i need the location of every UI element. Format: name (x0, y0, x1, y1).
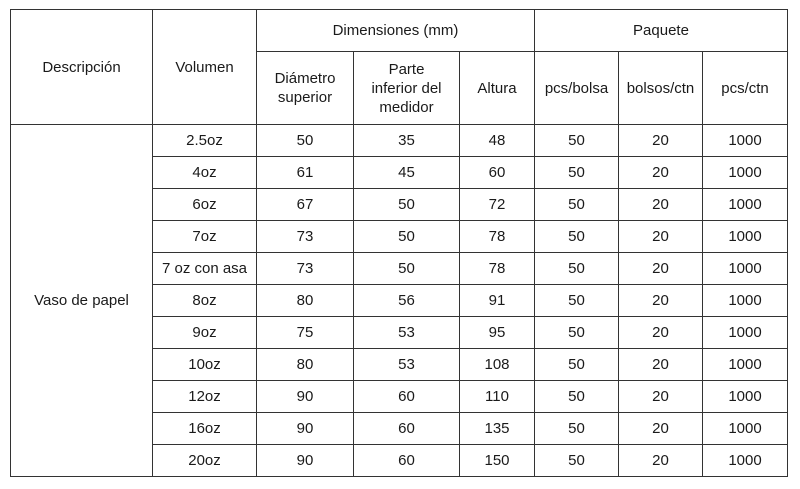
header-descripcion: Descripción (11, 10, 153, 125)
cell-diametro: 80 (257, 349, 354, 381)
cell-diametro: 90 (257, 413, 354, 445)
cell-altura: 135 (460, 413, 535, 445)
cell-pcs-bolsa: 50 (535, 285, 619, 317)
cell-inferior: 50 (354, 221, 460, 253)
cell-diametro: 75 (257, 317, 354, 349)
cell-altura: 95 (460, 317, 535, 349)
header-diametro-superior: Diámetro superior (257, 52, 354, 125)
cell-inferior: 60 (354, 445, 460, 477)
cell-altura: 48 (460, 125, 535, 157)
cell-pcs-ctn: 1000 (703, 125, 788, 157)
header-pcs-ctn: pcs/ctn (703, 52, 788, 125)
cell-inferior: 53 (354, 349, 460, 381)
paper-cup-spec-table (10, 9, 788, 477)
cell-volumen: 20oz (153, 445, 257, 477)
cell-inferior: 60 (354, 381, 460, 413)
cell-volumen: 10oz (153, 349, 257, 381)
table-body (11, 125, 788, 477)
cell-diametro: 80 (257, 285, 354, 317)
cell-diametro: 50 (257, 125, 354, 157)
cell-altura: 72 (460, 189, 535, 221)
cell-pcs-bolsa: 50 (535, 413, 619, 445)
cell-bolsos-ctn: 20 (619, 253, 703, 285)
cell-diametro: 73 (257, 253, 354, 285)
cell-descripcion: Vaso de papel (11, 125, 153, 477)
cell-volumen: 7oz (153, 221, 257, 253)
cell-pcs-ctn: 1000 (703, 221, 788, 253)
header-paquete: Paquete (535, 10, 788, 52)
cell-diametro: 73 (257, 221, 354, 253)
header-pcs-bolsa: pcs/bolsa (535, 52, 619, 125)
cell-pcs-bolsa: 50 (535, 253, 619, 285)
cell-bolsos-ctn: 20 (619, 445, 703, 477)
cell-inferior: 53 (354, 317, 460, 349)
cell-inferior: 60 (354, 413, 460, 445)
cell-inferior: 56 (354, 285, 460, 317)
cell-bolsos-ctn: 20 (619, 157, 703, 189)
cell-inferior: 45 (354, 157, 460, 189)
table-header (11, 10, 788, 125)
cell-pcs-bolsa: 50 (535, 221, 619, 253)
cell-altura: 91 (460, 285, 535, 317)
cell-pcs-ctn: 1000 (703, 349, 788, 381)
header-volumen: Volumen (153, 10, 257, 125)
cell-altura: 60 (460, 157, 535, 189)
cell-volumen: 8oz (153, 285, 257, 317)
cell-pcs-ctn: 1000 (703, 253, 788, 285)
cell-volumen: 2.5oz (153, 125, 257, 157)
cell-altura: 78 (460, 221, 535, 253)
cell-diametro: 90 (257, 381, 354, 413)
cell-bolsos-ctn: 20 (619, 349, 703, 381)
cell-altura: 108 (460, 349, 535, 381)
header-dimensiones: Dimensiones (mm) (257, 10, 535, 52)
cell-diametro: 61 (257, 157, 354, 189)
cell-pcs-ctn: 1000 (703, 381, 788, 413)
cell-volumen: 9oz (153, 317, 257, 349)
table-row (11, 125, 788, 157)
cell-bolsos-ctn: 20 (619, 381, 703, 413)
cell-inferior: 35 (354, 125, 460, 157)
cell-pcs-bolsa: 50 (535, 317, 619, 349)
cell-bolsos-ctn: 20 (619, 413, 703, 445)
header-parte-inferior: Parte inferior del medidor (354, 52, 460, 125)
cell-bolsos-ctn: 20 (619, 285, 703, 317)
cell-bolsos-ctn: 20 (619, 317, 703, 349)
cell-bolsos-ctn: 20 (619, 221, 703, 253)
cell-pcs-bolsa: 50 (535, 349, 619, 381)
header-bolsos-ctn: bolsos/ctn (619, 52, 703, 125)
cell-inferior: 50 (354, 253, 460, 285)
cell-volumen: 12oz (153, 381, 257, 413)
spec-table-container (10, 9, 788, 477)
cell-bolsos-ctn: 20 (619, 189, 703, 221)
header-altura: Altura (460, 52, 535, 125)
cell-pcs-bolsa: 50 (535, 381, 619, 413)
cell-pcs-bolsa: 50 (535, 125, 619, 157)
cell-pcs-ctn: 1000 (703, 445, 788, 477)
cell-pcs-bolsa: 50 (535, 189, 619, 221)
cell-diametro: 90 (257, 445, 354, 477)
cell-inferior: 50 (354, 189, 460, 221)
cell-pcs-bolsa: 50 (535, 157, 619, 189)
cell-pcs-bolsa: 50 (535, 445, 619, 477)
cell-pcs-ctn: 1000 (703, 157, 788, 189)
cell-pcs-ctn: 1000 (703, 189, 788, 221)
cell-volumen: 6oz (153, 189, 257, 221)
cell-altura: 110 (460, 381, 535, 413)
cell-volumen: 16oz (153, 413, 257, 445)
cell-diametro: 67 (257, 189, 354, 221)
cell-volumen: 7 oz con asa (153, 253, 257, 285)
cell-altura: 78 (460, 253, 535, 285)
cell-volumen: 4oz (153, 157, 257, 189)
cell-pcs-ctn: 1000 (703, 285, 788, 317)
cell-pcs-ctn: 1000 (703, 413, 788, 445)
cell-pcs-ctn: 1000 (703, 317, 788, 349)
cell-bolsos-ctn: 20 (619, 125, 703, 157)
cell-altura: 150 (460, 445, 535, 477)
